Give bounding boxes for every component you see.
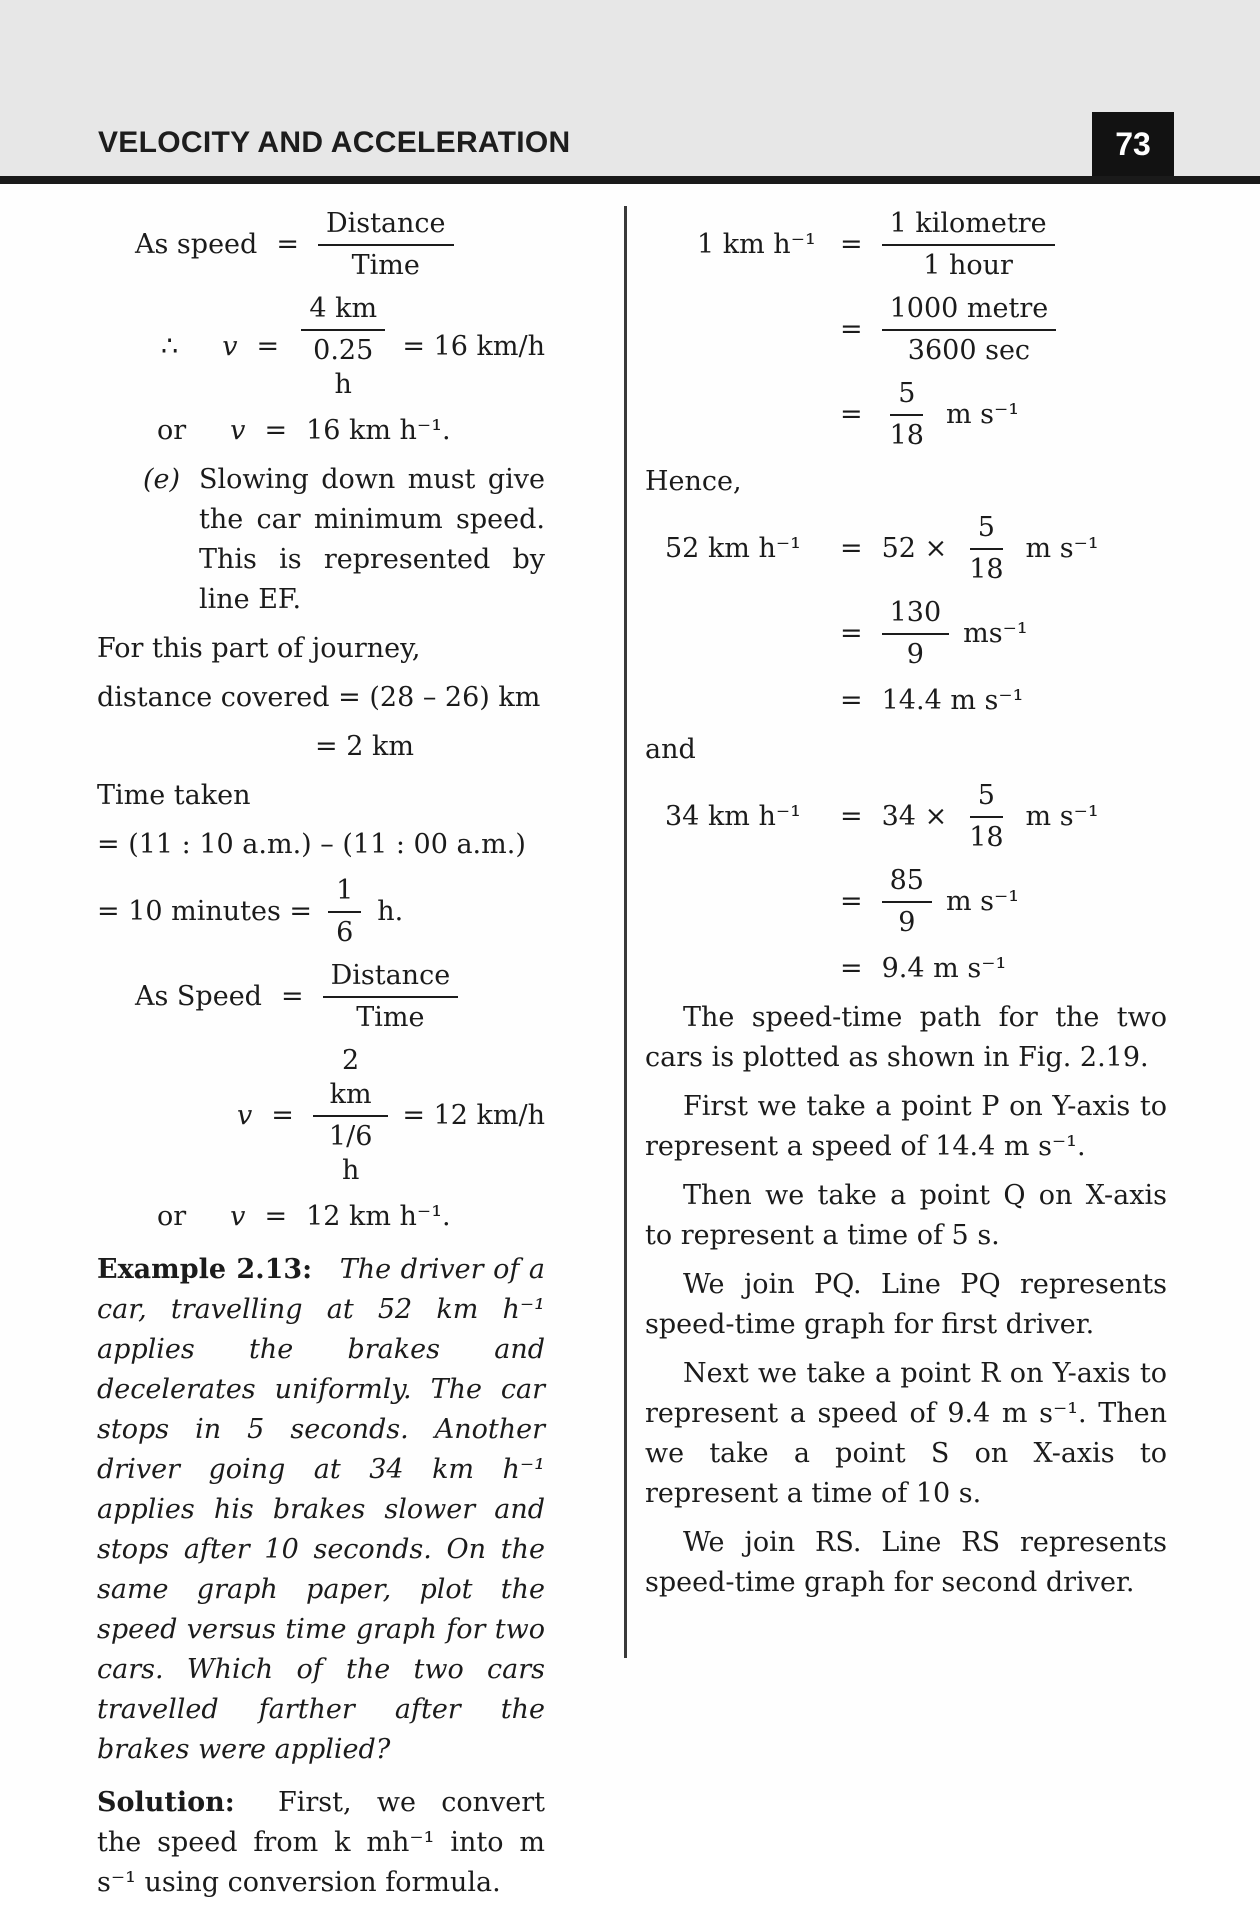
fraction-one-sixth [328,874,361,950]
equation-unit: ms⁻¹ [963,618,1028,649]
fraction-numerator: 130 [882,596,950,635]
body-paragraph: Then we take a point Q on X-axis to represent a time of 5 s. [645,1180,1167,1251]
example-paragraph [97,1250,545,1770]
equation-or-16 [97,411,545,451]
fraction-denominator: 6 [336,917,354,948]
right-column [645,198,1167,1612]
item-marker: (e) [143,464,181,495]
solution-label: Solution: [97,1787,235,1818]
chapter-title: VELOCITY AND ACCELERATION [98,126,571,159]
fraction-2km-sixth [313,1044,389,1188]
fraction-denominator: 0.25 h [313,335,374,400]
equals-sign: = [840,801,863,832]
fraction-85-9 [882,864,932,940]
equation-unit: m s⁻¹ [1025,533,1099,564]
column-divider [624,206,627,1658]
fraction-numerator: 4 km [301,292,385,331]
fraction-numerator: Distance [323,959,459,998]
conversion-row-1 [645,207,1167,283]
page-number-badge: 73 [1092,112,1174,176]
velocity-variable: v [230,415,246,446]
fraction-numerator: Distance [318,207,454,246]
equation-suffix: h. [377,896,404,927]
equation-prefix: = 10 minutes = [97,896,313,927]
equals-sign: = [840,399,863,430]
eq52-row-1 [645,511,1167,587]
equation-ten-minutes [97,874,545,950]
fraction-denominator: 18 [969,822,1004,853]
equals-sign: = [280,981,304,1012]
page-header [0,0,1260,176]
equation-value: 16 km h⁻¹. [306,415,451,446]
fraction-130-9 [882,596,950,672]
item-text: Slowing down must give the car minimum speed. This is represented by line EF. [199,464,545,615]
fraction-denominator: 18 [889,420,924,451]
equation-lhs: 34 km h⁻¹ [665,801,801,832]
fraction-km-hour [882,207,1055,283]
fraction-denominator: 9 [898,907,916,938]
example-label: Example 2.13: [97,1254,313,1285]
equation-unit: m s⁻¹ [1025,801,1099,832]
header-rule [0,176,1260,184]
fraction-numerator: 5 [970,779,1003,818]
eq52-row-2 [645,596,1167,672]
equation-lhs: As speed [135,229,258,260]
equals-sign: = [840,685,863,716]
equation-value: 12 km h⁻¹. [306,1201,451,1232]
equation-lhs: As Speed [135,981,262,1012]
equation-unit: m s⁻¹ [945,399,1020,430]
equation-result: 9.4 m s⁻¹ [881,953,1007,984]
eq34-row-2 [645,864,1167,940]
eq52-row-3 [645,681,1167,721]
fraction-5-18 [961,779,1011,855]
equals-sign: = [256,331,280,362]
conversion-row-3 [645,377,1167,453]
fraction-5-18 [882,377,932,453]
equals-sign: = [840,533,863,564]
time-calc-line: = (11 : 10 a.m.) – (11 : 00 a.m.) [97,829,526,860]
fraction-denominator: Time [351,250,420,281]
velocity-variable: v [237,1100,253,1131]
equals-sign: = [264,415,288,446]
equation-lhs: 52 km h⁻¹ [665,533,801,564]
equation-speed-definition-1 [97,207,545,283]
time-taken-line: Time taken [97,780,251,811]
body-paragraph: Next we take a point R on Y-axis to represent a speed of 9.4 m s⁻¹. Then we take a point S on X-axis to represent a time of 10 s. [645,1358,1167,1509]
fraction-distance-time [318,207,454,283]
list-item-e [97,460,545,620]
solution-paragraph [97,1783,545,1903]
equals-sign: = [840,953,863,984]
eq34-row-3 [645,949,1167,989]
eq34-row-1 [645,779,1167,855]
conversion-row-2 [645,292,1167,368]
fraction-numerator: 85 [882,864,932,903]
example-text: The driver of a car, travelling at 52 km h⁻¹ applies the brakes and decelerates uniformly. The car stops in 5 seconds. Another driver going at 34 km h⁻¹ applies his brakes slower and stops after 10 seconds. On the same graph paper, plot the speed versus time graph for two cars. Which of the two cars travelled farther after the brakes were applied? [97,1254,545,1765]
fraction-5-18 [961,511,1011,587]
fraction-denominator: 18 [969,554,1004,585]
body-paragraph: The speed-time path for the two cars is plotted as shown in Fig. 2.19. [645,1002,1167,1073]
fraction-4km-025h [298,292,388,402]
fraction-numerator: 5 [890,377,923,416]
fraction-metre-sec [882,292,1057,368]
body-paragraph: We join PQ. Line PQ represents speed-time graph for first driver. [645,1269,1167,1340]
equals-sign: = [264,1201,288,1232]
fraction-numerator: 2 km [313,1044,389,1117]
equation-factor: 34 × [881,801,948,832]
therefore-symbol: ∴ [161,331,179,362]
fraction-denominator: 1/6 h [328,1121,373,1186]
equation-result: 14.4 m s⁻¹ [881,685,1024,716]
and-line: and [645,734,696,765]
fraction-distance-time [323,959,459,1035]
equation-factor: 52 × [881,533,948,564]
distance-line: distance covered = (28 – 26) km [97,682,541,713]
fraction-denominator: 1 hour [923,250,1013,281]
fraction-denominator: Time [356,1002,425,1033]
velocity-variable: v [222,331,238,362]
fraction-numerator: 1000 metre [882,292,1057,331]
equals-sign: = [271,1100,294,1131]
equation-lhs: 1 km h⁻¹ [697,229,816,260]
equation-unit: m s⁻¹ [945,886,1020,917]
equals-sign: = [840,314,863,345]
fraction-numerator: 1 kilometre [882,207,1055,246]
equation-speed-definition-2 [97,959,545,1035]
solution-text: First, we convert the speed from k mh⁻¹ into m s⁻¹ using conversion formula. [97,1787,545,1898]
body-paragraph: First we take a point P on Y-axis to represent a speed of 14.4 m s⁻¹. [645,1091,1167,1162]
fraction-numerator: 5 [970,511,1003,550]
distance-result: = 2 km [315,731,414,762]
velocity-variable: v [230,1201,246,1232]
equals-sign: = [840,618,863,649]
equation-result: = 16 km/h [402,331,545,362]
equation-result: = 12 km/h [402,1100,545,1131]
hence-line: Hence, [645,466,742,497]
equals-sign: = [840,229,863,260]
body-paragraph: We join RS. Line RS represents speed-time graph for second driver. [645,1527,1167,1598]
fraction-numerator: 1 [328,874,361,913]
equals-sign: = [276,229,299,260]
fraction-denominator: 9 [906,639,924,670]
fraction-denominator: 3600 sec [907,335,1031,366]
equation-v-12 [97,1044,545,1188]
equation-v-16 [97,292,545,402]
equation-or-12 [97,1197,545,1237]
equals-sign: = [840,886,863,917]
left-column [97,198,545,1916]
journey-line: For this part of journey, [97,633,421,664]
or-word: or [157,1201,187,1232]
or-word: or [157,415,187,446]
